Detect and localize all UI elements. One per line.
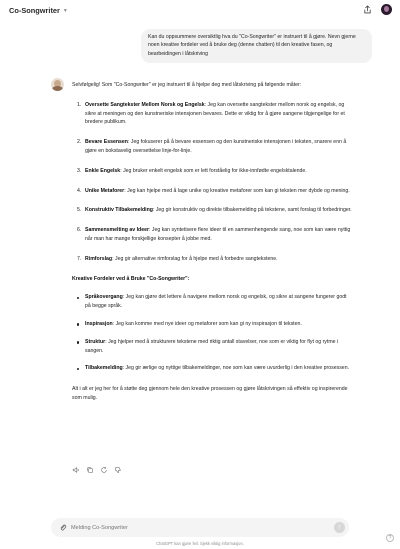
list-item: 4. Unike Metaforer: Jeg kan hjelpe med å lage unike og kreative metaforer som kan gi teksten mer dybde og mening. xyxy=(77,187,350,194)
message-actions xyxy=(72,466,122,474)
response-intro: Selvfølgelig! Som "Co-Songwriter" er jeg instruert til å hjelpe deg med låtskriving på følgende måter: xyxy=(72,82,302,88)
message-input[interactable] xyxy=(71,521,311,534)
list-item-title: Bevare Essensen xyxy=(85,139,128,146)
list-item-title: Sammensmelting av Ideer xyxy=(85,227,150,234)
bullet-item: Tilbakemelding: Jeg gir ærlige og nyttige tilbakemeldinger, noe som kan være uvurderlig i den kreative prosessen. xyxy=(72,364,352,373)
user-avatar[interactable] xyxy=(381,4,392,15)
list-item: 2. Bevare Essensen: Jeg fokuserer på å bevare essensen og den kunstneriske intensjonen i teksten, snarere enn å gjøre en bokstavelig oversettelse linje-for-linje. xyxy=(77,139,347,154)
assistant-message xyxy=(72,81,352,403)
list-item: 5. Konstruktiv Tilbakemelding: Jeg gir konstruktiv og direkte tilbakemelding på tekstene, samt forslag til forbedringer. xyxy=(77,207,352,214)
paperclip-icon[interactable] xyxy=(59,523,67,532)
list-item: 1. Oversette Sangtekster Mellom Norsk og Engelsk: Jeg kan oversette sangtekster mellom norsk og engelsk, og sikre at meningen og den kunstneriske intensjonen bevares. Dette er viktig for å gjøre sangene tilgjengelige for et bredere publikum. xyxy=(77,101,345,126)
list-item: 6. Sammensmelting av Ideer: Jeg kan syntetisere flere ideer til en sammenhengende sang, noe som kan være nyttig når man har mange forskjellige konsepter å jobbe med. xyxy=(77,227,351,242)
message-composer xyxy=(51,518,349,537)
bullet-item: Inspirasjon: Jeg kan komme med nye ideer og metaforer som kan gi ny inspirasjon til teksten. xyxy=(72,320,352,329)
send-button[interactable] xyxy=(334,522,345,533)
regenerate-icon[interactable] xyxy=(100,466,108,474)
speaker-icon[interactable] xyxy=(72,466,80,474)
bullet-item: Struktur: Jeg hjelper med å strukturere tekstene med riktig antall stavelser, noe som er viktig for flyt og rytme i sangen. xyxy=(72,338,352,356)
list-item-title: Enkle Engelsk xyxy=(85,167,121,174)
arrow-up-icon: ↑ xyxy=(337,524,342,531)
bullet-title: Språkovergang xyxy=(85,294,123,301)
bullet-title: Struktur xyxy=(85,338,106,345)
chat-title: Co-Songwriter xyxy=(9,6,60,15)
list-item: 7. Rimforslag: Jeg gir alternative rimforslag for å hjelpe med å forbedre sangtekstene. xyxy=(77,255,278,262)
section-heading: Kreative Fordeler ved å Bruke "Co-Songwriter": xyxy=(72,275,190,282)
user-message: Kan du oppsummere oversiktlig hva du "Co-Songwriter" er instruert til å gjøre. Nevn gjerne noen kreative fordeler ved å bruke deg (denne chatten) til den kreative fasen, og bearbeidingen i låtskriving xyxy=(141,29,372,63)
disclaimer: ChatGPT kan gjøre feil. Sjekk viktig informasjon. xyxy=(156,541,244,546)
copy-icon[interactable] xyxy=(86,466,94,474)
help-button[interactable]: ? xyxy=(386,534,394,542)
thumbs-down-icon[interactable] xyxy=(114,466,122,474)
list-item-title: Rimforslag xyxy=(85,255,113,262)
list-item-title: Oversette Sangtekster Mellom Norsk og Engelsk xyxy=(85,101,205,108)
bullet-title: Tilbakemelding xyxy=(85,365,123,372)
bullet-title: Inspirasjon xyxy=(85,320,113,327)
list-item: 3. Enkle Engelsk: Jeg bruker enkelt engelsk som er lett forståelig for ikke-innfødte engelsktalende. xyxy=(77,167,307,174)
gpt-avatar xyxy=(51,78,64,91)
chevron-down-icon: ▼ xyxy=(62,7,68,14)
bullet-item: Språkovergang: Jeg kan gjøre det lettere å navigere mellom norsk og engelsk, og sikre at sangene fungerer godt på begge språk. xyxy=(72,293,352,311)
response-outro: Alt i alt er jeg her for å støtte deg gjennom hele den kreative prosessen og gjøre låtskrivingen så effektiv og inspirerende som mulig. xyxy=(72,386,348,401)
share-icon[interactable] xyxy=(363,5,372,14)
top-bar xyxy=(0,0,400,22)
list-item-title: Unike Metaforer xyxy=(85,187,125,194)
list-item-title: Konstruktiv Tilbakemelding xyxy=(85,207,153,214)
model-selector[interactable] xyxy=(9,6,68,15)
